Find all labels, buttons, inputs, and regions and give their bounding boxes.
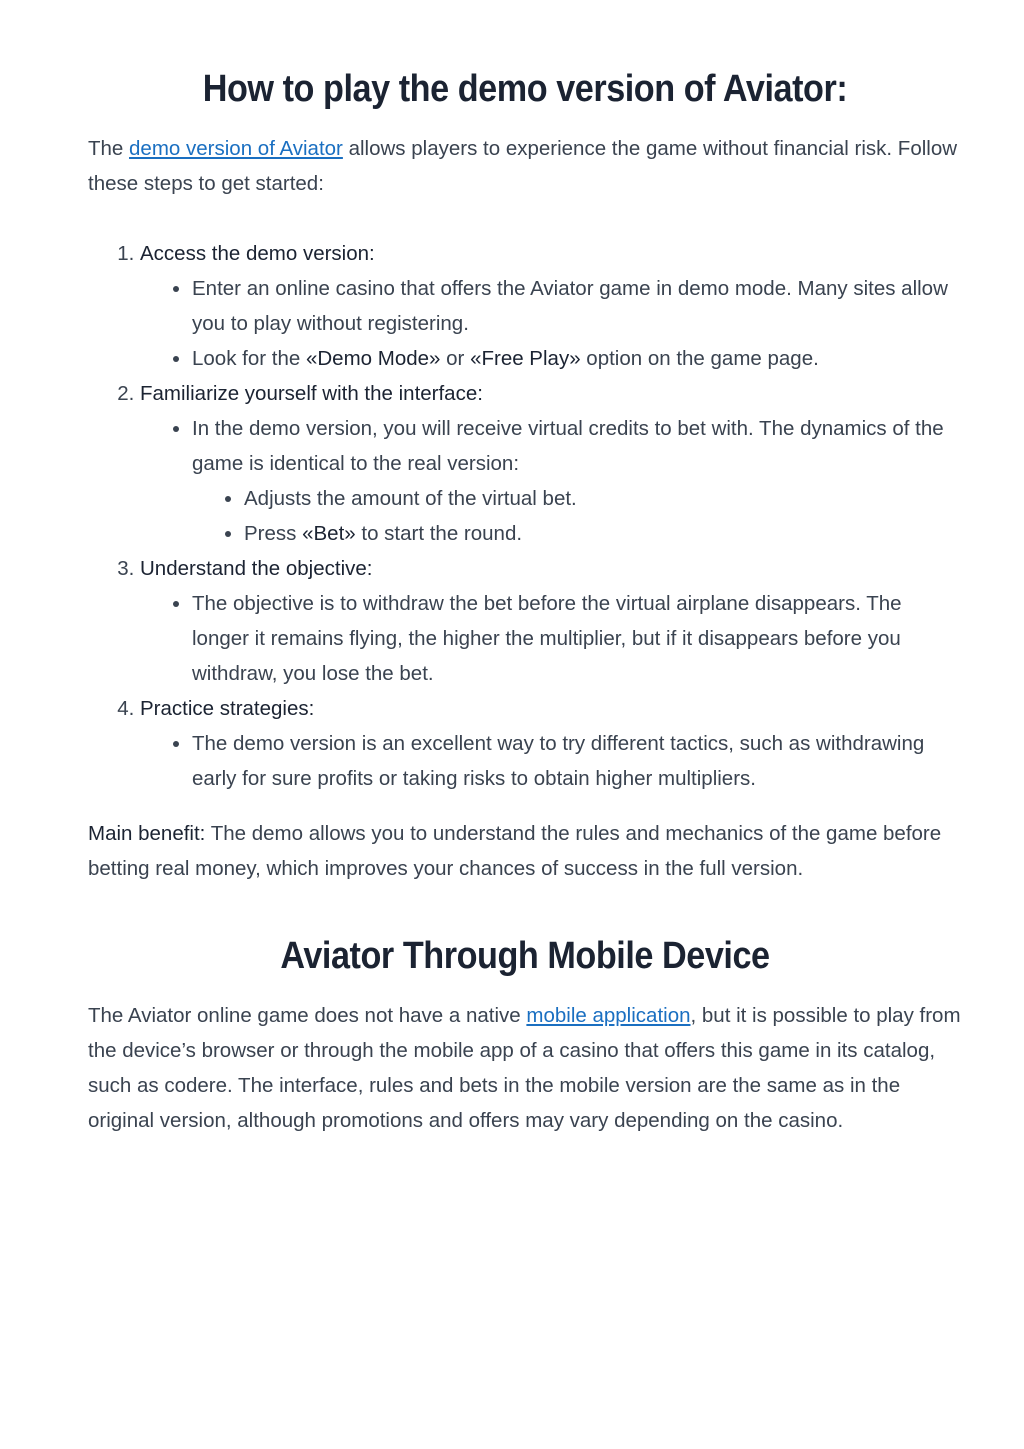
steps-list — [88, 236, 962, 796]
mobile-paragraph — [88, 998, 962, 1138]
bullet-item: • The objective is to withdraw the bet before the virtual airplane disappears. The longer it remains flying, the higher the multiplier, but if it disappears before you withdraw, you lose the bet. — [192, 586, 962, 691]
step-title: Practice strategies: — [140, 697, 315, 720]
sub-bullets — [192, 481, 962, 551]
bullet-text: Look for the — [192, 347, 306, 370]
step-bullets — [140, 411, 962, 551]
bullet-text: Press — [244, 522, 303, 545]
bullet-item — [192, 341, 962, 376]
bullet-text: or — [440, 347, 471, 370]
demo-section-title: How to play the demo version of Aviator: — [202, 68, 848, 110]
bet-label: «Bet» — [302, 522, 356, 545]
bullet-item — [192, 411, 962, 551]
mobile-application-link[interactable]: mobile application — [526, 1004, 691, 1027]
bullet-item: • Enter an online casino that offers the Aviator game in demo mode. Many sites allow you to play without registering. — [192, 271, 962, 341]
benefit-label: Main benefit: — [88, 822, 206, 845]
step-title: Understand the objective: — [140, 557, 373, 580]
step-bullets — [140, 726, 962, 796]
step-bullets — [140, 586, 962, 691]
free-play-label: «Free Play» — [470, 347, 581, 370]
step-item — [140, 376, 962, 551]
mobile-text-start: The Aviator online game does not have a native — [88, 1004, 527, 1027]
demo-mode-label: «Demo Mode» — [305, 347, 441, 370]
benefit-paragraph — [88, 816, 962, 886]
step-title: Access the demo version: — [140, 242, 375, 265]
step-item — [140, 551, 962, 691]
bullet-text: In the demo version, you will receive virtual credits to bet with. The dynamics of the game is identical to the real version: — [192, 417, 944, 475]
mobile-text-end: , but it is possible to play from the device’s browser or through the mobile app of a casino that offers this game in its catalog, such as codere. The interface, rules and bets in the mobile version are the same as in the original version, although promotions and offers may vary depending on the casino. — [88, 1004, 961, 1132]
step-item — [140, 691, 962, 796]
intro-paragraph — [88, 131, 962, 201]
benefit-text: The demo allows you to understand the rules and mechanics of the game before betting real money, which improves your chances of success in the full version. — [88, 822, 942, 880]
mobile-section-title: Aviator Through Mobile Device — [280, 935, 770, 977]
demo-version-link[interactable]: demo version of Aviator — [129, 137, 343, 160]
bullet-text: option on the game page. — [580, 347, 819, 370]
step-bullets — [140, 271, 962, 376]
step-title: Familiarize yourself with the interface: — [140, 382, 483, 405]
sub-bullet-item: • Adjusts the amount of the virtual bet. — [244, 481, 962, 516]
step-item — [140, 236, 962, 376]
bullet-item: • The demo version is an excellent way to try different tactics, such as withdrawing early for sure profits or taking risks to obtain higher multipliers. — [192, 726, 962, 796]
sub-bullet-item — [244, 516, 962, 551]
bullet-text: to start the round. — [355, 522, 523, 545]
intro-text-start: The — [88, 137, 130, 160]
intro-text-end: allows players to experience the game without financial risk. Follow these steps to get started: — [88, 137, 958, 195]
